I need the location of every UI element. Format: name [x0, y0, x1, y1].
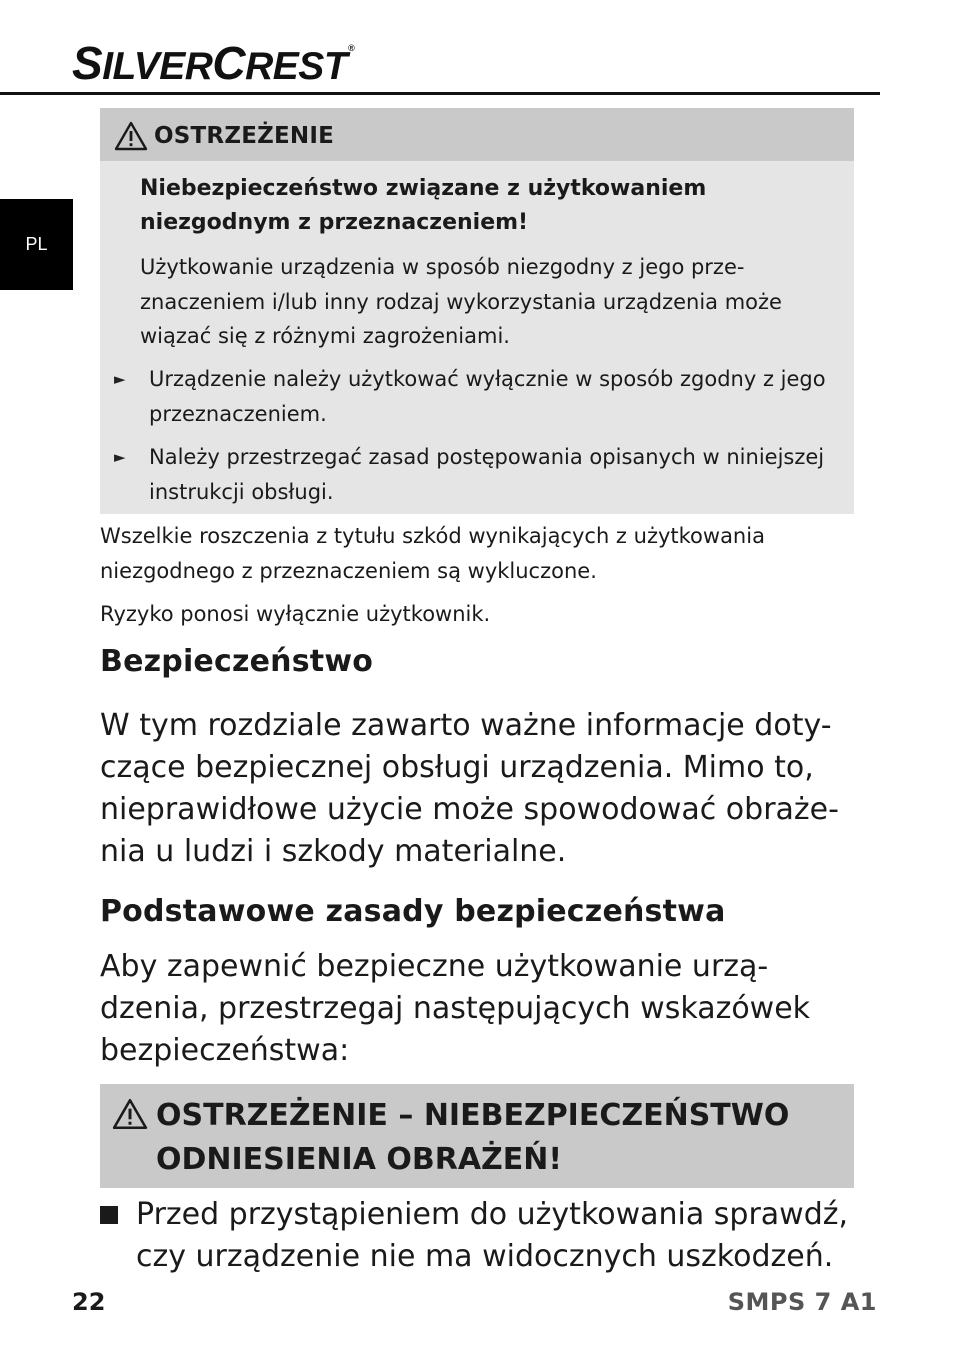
registered-mark: ® [348, 43, 355, 53]
page-number: 22 [72, 1288, 106, 1316]
brand-logo [72, 37, 355, 89]
arrow-bullet-icon: ► [114, 448, 126, 466]
warning-body: Użytkowanie urządzenia w sposób niezgodny z jego prze- znaczeniem i/lub inny rodzaj wykorzystania urządzenia może wiązać się z różnymi zagrożeniami. [140, 255, 782, 348]
paragraph: Ryzyko ponosi wyłącznie użytkownik. [100, 602, 491, 626]
language-tab [0, 199, 73, 290]
warning-title-text: OSTRZEŻENIE [154, 123, 335, 149]
paragraph: Wszelkie roszczenia z tytułu szkód wynikających z użytkowania niezgodnego z przeznaczeniem są wykluczone. [100, 524, 765, 583]
list-item-text: Przed przystąpieniem do użytkowania sprawdź, czy urządzenie nie ma widocznych uszkodzeń. [136, 1197, 849, 1274]
warning-triangle-icon [114, 121, 148, 151]
logo-text: ILVER [102, 45, 213, 88]
list-item [114, 440, 834, 509]
warning-triangle-icon [112, 1098, 148, 1130]
logo-text: REST [245, 45, 348, 88]
section-text: W tym rozdziale zawarto ważne informacje doty- czące bezpiecznej obsługi urządzenia. Mimo to, nieprawidłowe użycie może spowodować obraże- nia u ludzi i szkody materialne. [100, 708, 839, 869]
header-divider [0, 92, 880, 95]
arrow-bullet-icon: ► [114, 370, 126, 388]
warning-subheading: Niebezpieczeństwo związane z użytkowaniem niezgodnym z przeznaczeniem! [140, 176, 707, 235]
logo-letter: C [212, 37, 246, 89]
section-text: Aby zapewnić bezpieczne użytkowanie urzą- dzenia, przestrzegaj następujących wskazówek bezpieczeństwa: [100, 949, 811, 1068]
list-item-text: Urządzenie należy użytkować wyłącznie w sposób zgodny z jego przeznaczeniem. [149, 367, 826, 426]
logo-letter: S [72, 37, 103, 89]
language-label: PL [25, 234, 48, 254]
warning-title-text: OSTRZEŻENIE – NIEBEZPIECZEŃSTWO ODNIESIENIA OBRAŻEŃ! [156, 1098, 790, 1177]
list-item [114, 362, 834, 431]
square-bullet-icon [100, 1206, 118, 1224]
model-name: SMPS 7 A1 [727, 1288, 877, 1316]
list-item-text: Należy przestrzegać zasad postępowania opisanych w niniejszej instrukcji obsługi. [149, 445, 825, 504]
warning-title [114, 121, 334, 151]
section-heading: Podstawowe zasady bezpieczeństwa [100, 894, 726, 929]
section-heading: Bezpieczeństwo [100, 644, 374, 679]
